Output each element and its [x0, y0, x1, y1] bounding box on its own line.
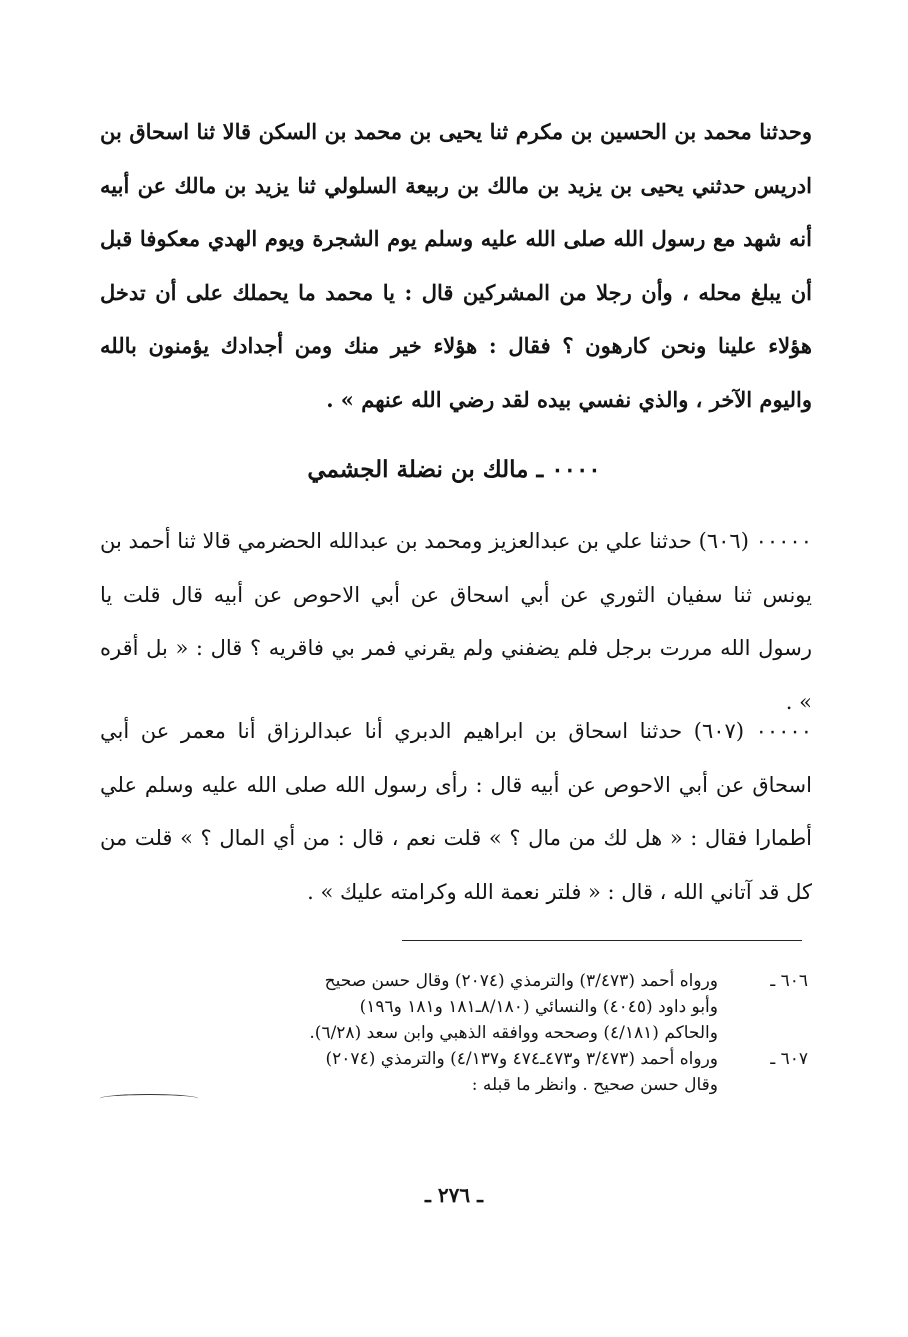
footnote-divider — [402, 940, 802, 941]
footnote-line: ورواه أحمد (٣/٤٧٣ و٤٧٣ـ٤٧٤ و٤/١٣٧) والترمذي (٢٠٧٤) — [325, 1049, 718, 1069]
footnote-text — [98, 1046, 718, 1098]
pen-underline-mark — [100, 1094, 198, 1103]
footnote-line: وقال حسن صحيح . وانظر ما قبله : — [471, 1075, 718, 1095]
hadith-paragraph-1: وحدثنا محمد بن الحسين بن مكرم ثنا يحيى بن محمد بن السكن قالا ثنا اسحاق بن ادريس حدثني يحيى بن يزيد بن مالك بن ربيعة السلولي ثنا يزيد بن مالك عن أبيه أنه شهد مع رسول الله صلى الله عليه وسلم يوم الشجرة ويوم الهدي معكوفا قبل أن يبلغ محله ، وأن رجلا من المشركين قال : يا محمد ما يحملك على أن تدخل هؤلاء علينا ونحن كارهون ؟ فقال : هؤلاء خير منك ومن أجدادك يؤمنون بالله واليوم الآخر ، والذي نفسي بيده لقد رضي الله عنهم » . — [100, 119, 812, 412]
footnote-606 — [98, 968, 808, 1046]
footnote-text — [98, 968, 718, 1046]
footnote-607 — [98, 1046, 808, 1098]
section-heading: ٠٠٠٠ ـ مالك بن نضلة الجشمي — [307, 456, 601, 483]
page-number: ـ ٢٧٦ ـ — [425, 1183, 483, 1207]
footnote-number: ٦٠٦ ـ — [770, 971, 808, 991]
footnote-number: ٦٠٧ ـ — [770, 1049, 808, 1069]
hadith-paragraph-606: ٠٠٠٠٠ (٦٠٦) حدثنا علي بن عبدالعزيز ومحمد بن عبدالله الحضرمي قالا ثنا أحمد بن يونس ثنا سفيان الثوري عن أبي اسحاق عن أبي الاحوص عن أبيه قال قلت يا رسول الله مررت برجل فلم يضفني ولم يقرني فمر بي فاقريه ؟ قال : « بل أقره » . — [100, 529, 812, 714]
footnote-line: ورواه أحمد (٣/٤٧٣) والترمذي (٢٠٧٤) وقال حسن صحيح — [324, 971, 718, 991]
footnote-line: وأبو داود (٤٠٤٥) والنسائي (٨/١٨٠ـ١٨١ و١٨١ و١٩٦) — [359, 997, 718, 1017]
footnote-line: والحاكم (٤/١٨١) وصححه ووافقه الذهبي وابن سعد (٦/٢٨). — [309, 1023, 718, 1043]
footnotes-block — [98, 968, 808, 1098]
hadith-paragraph-607: ٠٠٠٠٠ (٦٠٧) حدثنا اسحاق بن ابراهيم الدبري أنا عبدالرزاق أنا معمر عن أبي اسحاق عن أبي الاحوص عن أبيه قال : رأى رسول الله صلى الله عليه وسلم علي أطمارا فقال : « هل لك من مال ؟ » قلت نعم ، قال : من أي المال ؟ » قلت من كل قد آتاني الله ، قال : « فلتر نعمة الله وكرامته عليك » . — [100, 719, 812, 904]
